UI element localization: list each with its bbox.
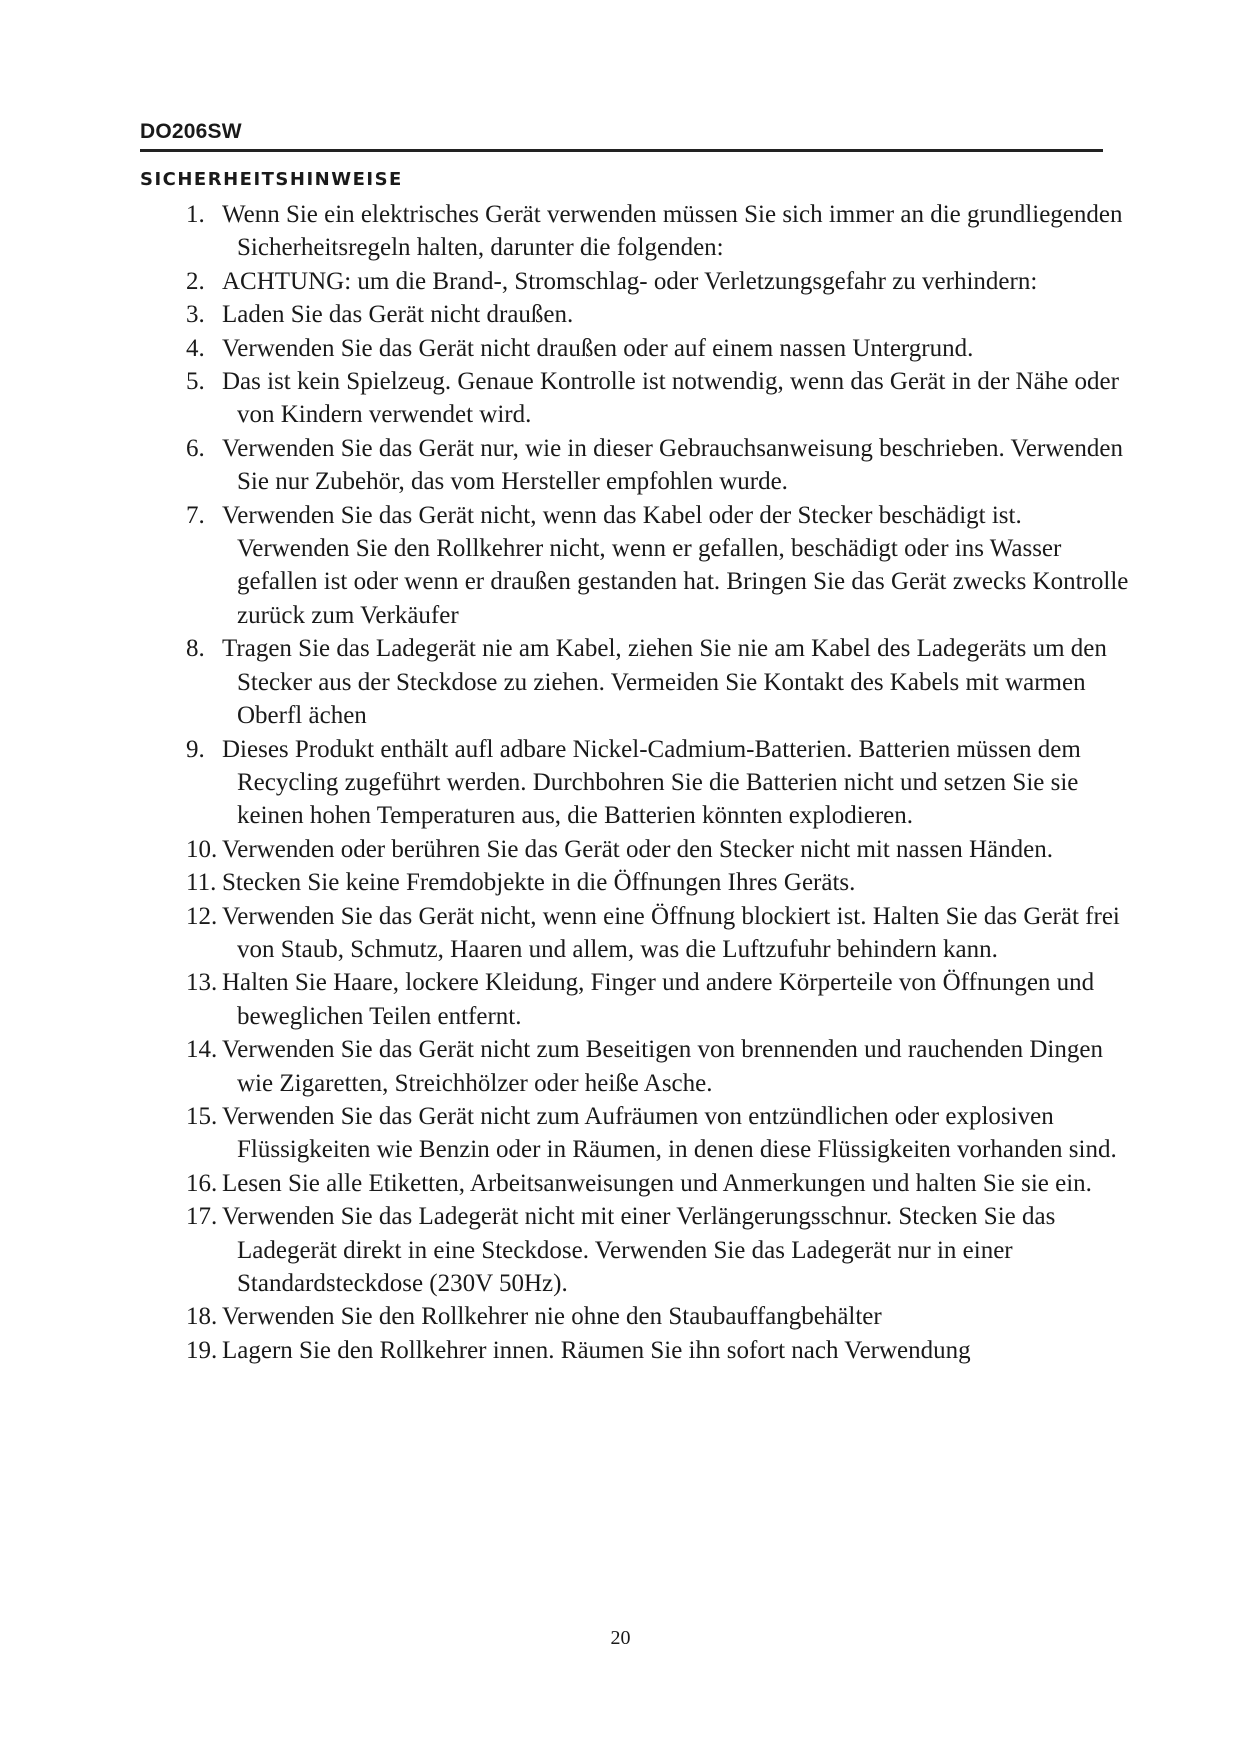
item-number: 14. bbox=[186, 1036, 218, 1064]
item-text: Lagern Sie den Rollkehrer innen. Räumen Sie ihn sofort nach Verwendung bbox=[222, 1336, 971, 1364]
item-number: 19. bbox=[186, 1336, 218, 1364]
item-text: Tragen Sie das Ladegerät nie am Kabel, ziehen Sie nie am Kabel des Ladegeräts um den Stecker aus der Steckdose zu ziehen. Vermeiden Sie Kontakt des Kabels mit warmen Oberfl ächen bbox=[222, 635, 1107, 730]
item-number: 1. bbox=[186, 201, 205, 228]
item-text: Verwenden oder berühren Sie das Gerät oder den Stecker nicht mit nassen Händen. bbox=[222, 835, 1053, 863]
item-number: 16. bbox=[186, 1169, 218, 1197]
item-text: Stecken Sie keine Fremdobjekte in die Öffnungen Ihres Geräts. bbox=[222, 869, 856, 897]
list-item bbox=[0, 265, 1241, 298]
item-text: Verwenden Sie das Gerät nicht zum Beseitigen von brennenden und rauchenden Dingen wie Zigaretten, Streichhölzer oder heiße Asche. bbox=[222, 1036, 1103, 1097]
item-number: 3. bbox=[186, 301, 205, 329]
item-text: Das ist kein Spielzeug. Genaue Kontrolle ist notwendig, wenn das Gerät in der Nähe oder von Kindern verwendet wird. bbox=[222, 368, 1119, 429]
list-item bbox=[0, 298, 1241, 331]
list-item bbox=[0, 733, 1241, 833]
section-title: sicherheitshinweise bbox=[140, 162, 403, 191]
list-item bbox=[0, 833, 1241, 866]
list-item bbox=[0, 432, 1241, 499]
item-text: Verwenden Sie das Gerät nicht zum Aufräumen von entzündlichen oder explosiven Flüssigkeiten wie Benzin oder in Räumen, in denen diese Flüssigkeiten vorhanden sind. bbox=[222, 1102, 1117, 1164]
item-number: 17. bbox=[186, 1203, 218, 1231]
list-item bbox=[0, 866, 1241, 899]
page-number: 20 bbox=[610, 1627, 631, 1649]
item-text: Verwenden Sie das Ladegerät nicht mit einer Verlängerungsschnur. Stecken Sie das Ladegerät direkt in eine Steckdose. Verwenden Sie das Ladegerät nur in einer Standardsteckdose (230V 50Hz). bbox=[222, 1203, 1056, 1297]
list-item bbox=[0, 499, 1241, 633]
list-item bbox=[0, 1200, 1241, 1300]
list-item bbox=[0, 1100, 1241, 1167]
item-number: 8. bbox=[186, 635, 205, 663]
list-item bbox=[0, 332, 1241, 365]
item-text: Verwenden Sie das Gerät nicht draußen oder auf einem nassen Untergrund. bbox=[222, 334, 974, 362]
list-item bbox=[0, 966, 1241, 1033]
list-item bbox=[0, 1300, 1241, 1333]
item-text: Laden Sie das Gerät nicht draußen. bbox=[222, 301, 574, 329]
item-number: 10. bbox=[186, 835, 218, 863]
item-text: Verwenden Sie das Gerät nicht, wenn das Kabel oder der Stecker beschädigt ist. Verwenden Sie den Rollkehrer nicht, wenn er gefallen, beschädigt oder ins Wasser gefallen ist oder wenn er draußen gestanden hat. Bringen Sie das Gerät zwecks Kontrolle zurück zum Verkäufer bbox=[222, 501, 1129, 629]
item-text: Dieses Produkt enthält aufl adbare Nickel-Cadmium-Batterien. Batterien müssen dem Recycling zugeführt werden. Durchbohren Sie die Batterien nicht und setzen Sie sie keinen hohen Temperaturen aus, die Batterien könnten explodieren. bbox=[222, 735, 1081, 830]
item-number: 6. bbox=[186, 434, 205, 462]
model-number: DO206SW bbox=[140, 120, 242, 143]
item-number: 5. bbox=[186, 368, 205, 396]
item-number: 13. bbox=[186, 969, 218, 997]
item-number: 15. bbox=[186, 1102, 218, 1130]
item-number: 12. bbox=[186, 902, 218, 930]
list-item bbox=[0, 1334, 1241, 1367]
item-text: Wenn Sie ein elektrisches Gerät verwenden müssen Sie sich immer an die grundliegenden Sicherheitsregeln halten, darunter die folgenden: bbox=[222, 201, 1123, 262]
item-text: Halten Sie Haare, lockere Kleidung, Finger und andere Körperteile von Öffnungen und beweglichen Teilen entfernt. bbox=[222, 969, 1095, 1030]
item-text: Verwenden Sie den Rollkehrer nie ohne den Staubauffangbehälter bbox=[222, 1303, 882, 1331]
item-number: 4. bbox=[186, 334, 205, 362]
item-text: ACHTUNG: um die Brand-, Stromschlag- oder Verletzungsgefahr zu verhindern: bbox=[222, 267, 1038, 295]
list-item bbox=[0, 1033, 1241, 1100]
safety-instructions-list bbox=[0, 198, 1241, 1367]
item-number: 2. bbox=[186, 267, 205, 295]
item-text: Verwenden Sie das Gerät nicht, wenn eine Öffnung blockiert ist. Halten Sie das Gerät frei von Staub, Schmutz, Haaren und allem, was die Luftzufuhr behindern kann. bbox=[222, 902, 1120, 963]
header-divider bbox=[140, 149, 1103, 152]
item-text: Lesen Sie alle Etiketten, Arbeitsanweisungen und Anmerkungen und halten Sie sie ein. bbox=[222, 1169, 1092, 1197]
item-number: 11. bbox=[186, 869, 217, 897]
item-number: 7. bbox=[186, 501, 205, 529]
list-item bbox=[0, 900, 1241, 967]
list-item bbox=[0, 198, 1241, 265]
list-item bbox=[0, 1167, 1241, 1200]
item-text: Verwenden Sie das Gerät nur, wie in dieser Gebrauchsanweisung beschrieben. Verwenden Sie nur Zubehör, das vom Hersteller empfohlen wurde. bbox=[222, 434, 1124, 496]
item-number: 9. bbox=[186, 735, 205, 763]
list-item bbox=[0, 365, 1241, 432]
list-item bbox=[0, 632, 1241, 732]
item-number: 18. bbox=[186, 1303, 218, 1331]
